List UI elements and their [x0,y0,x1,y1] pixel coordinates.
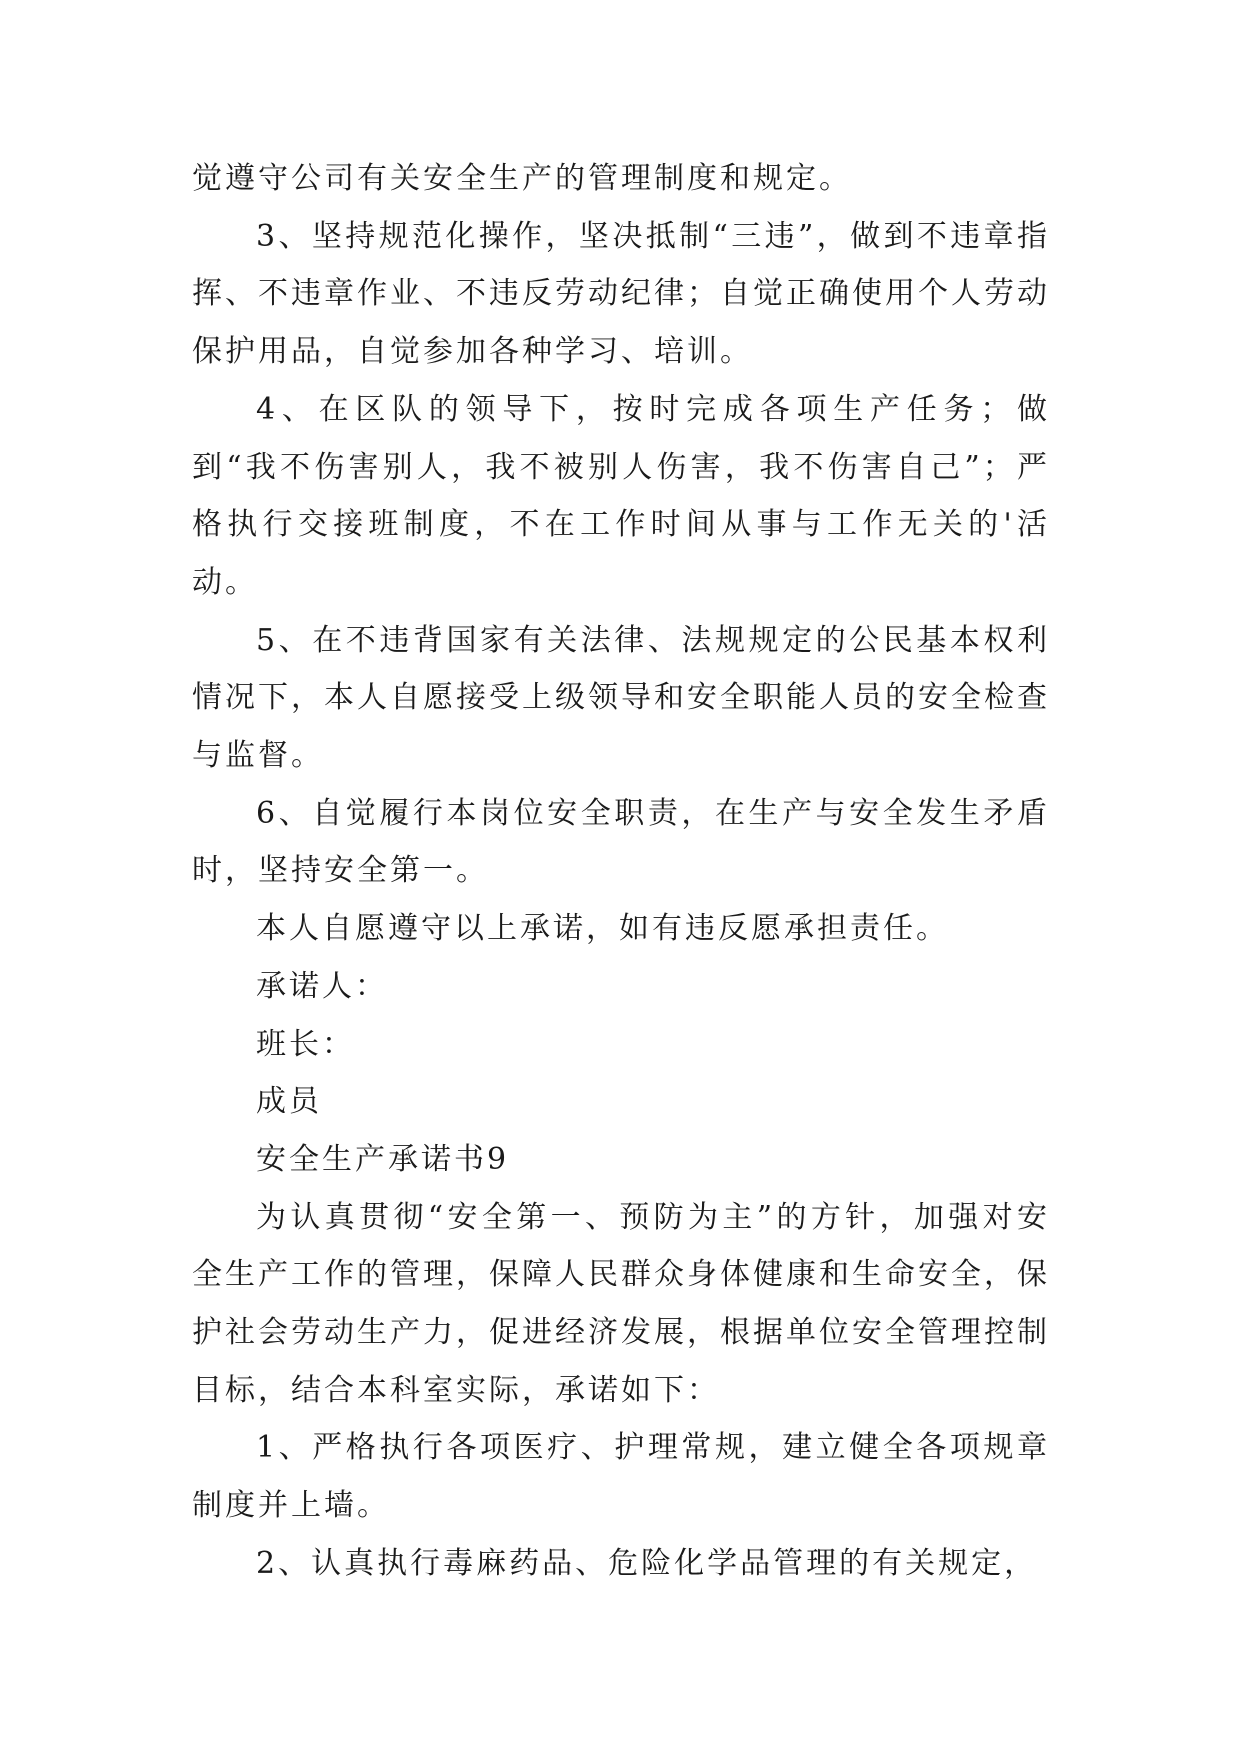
paragraph-continuation: 觉遵守公司有关安全生产的管理制度和规定。 [192,161,852,196]
members-label: 成员 [256,1084,322,1120]
paragraph-item-2: 2、认真执行毒麻药品、危险化学品管理的有关规定， [256,1545,1038,1581]
paragraph-item-5: 5、在不违背国家有关法律、法规规定的公民基本权利情况下，本人自愿接受上级领导和安全职能人员的安全检查与监督。 [192,622,1050,774]
document-page [192,150,1050,1593]
paragraph-item-4: 4、在区队的领导下，按时完成各项生产任务；做到“我不伤害别人，我不被别人伤害，我不伤害自己”；严格执行交接班制度，不在工作时间从事与工作无关的'活动。 [192,391,1050,600]
commitment-statement: 本人自愿遵守以上承诺，如有违反愿承担责任。 [256,911,949,947]
promisor-label: 承诺人： [256,968,388,1004]
intro-paragraph: 为认真贯彻“安全第一、预防为主”的方针，加强对安全生产工作的管理，保障人民群众身体健康和生命安全，保护社会劳动生产力，促进经济发展，根据单位安全管理控制目标，结合本科室实际，承诺如下： [192,1199,1050,1408]
paragraph-item-1: 1、严格执行各项医疗、护理常规，建立健全各项规章制度并上墙。 [192,1430,1050,1524]
section-title: 安全生产承诺书9 [256,1141,510,1177]
paragraph-item-6: 6、自觉履行本岗位安全职责，在生产与安全发生矛盾时，坚持安全第一。 [192,795,1050,889]
paragraph-item-3: 3、坚持规范化操作，坚决抵制“三违”，做到不违章指挥、不违章作业、不违反劳动纪律；自觉正确使用个人劳动保护用品，自觉参加各种学习、培训。 [192,218,1050,370]
team-leader-label: 班长： [256,1026,355,1062]
